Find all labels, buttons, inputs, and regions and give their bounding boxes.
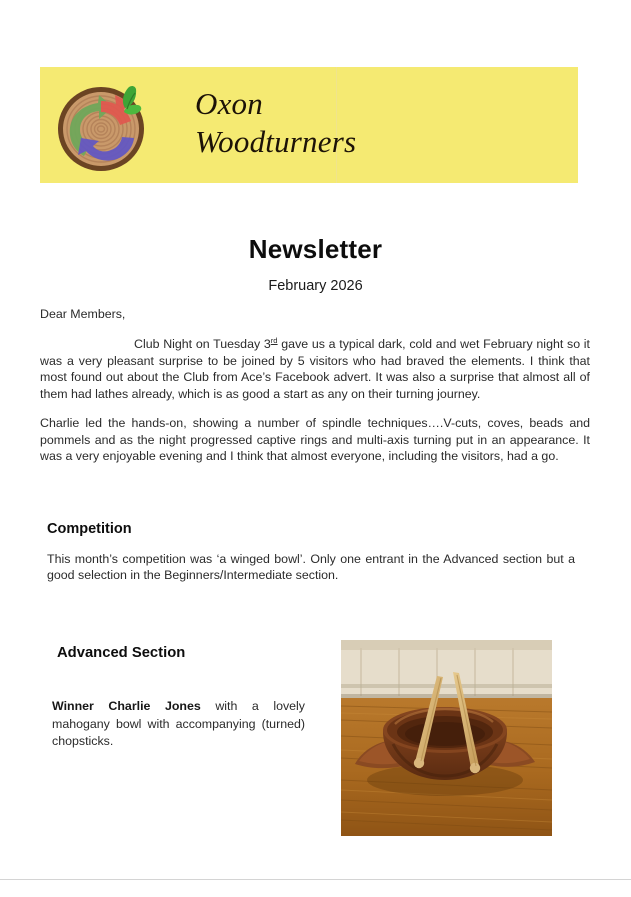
paragraph-club-night-pre: Club Night on Tuesday 3 [134,337,271,352]
paragraph-club-night-post: gave us a typical dark, cold and wet February night so it was a very pleasant surprise to be joined by 5 visitors who had braved the elements. I think that most found out about the Club from Ace’s Facebook advert. It was also a surprise that almost all of them had lathes already, which is as good a start as any on their turning journey. [40,337,590,401]
competition-text: This month’s competition was ‘a winged bowl’. Only one entrant in the Advanced section but a good selection in the Beginners/Intermediate section. [47,552,575,583]
footer-divider [0,879,631,880]
ordinal-suffix: rd [270,336,278,346]
winged-bowl-photo [341,640,552,836]
salutation: Dear Members, [40,307,126,321]
heading-competition: Competition [47,521,132,537]
paragraph-hands-on: Charlie led the hands-on, showing a number of spindle techniques….V-cuts, coves, beads and pommels and as the night progressed captive rings and multi-axis turning put in an appearance. It was a very enjoyable evening and I think that almost everyone, including the visitors, had a go. [40,416,590,463]
letter-body [40,306,590,464]
wordmark-line-1: Oxon [195,86,263,121]
tree-rings-recycle-logo-icon [57,81,153,173]
heading-advanced-section: Advanced Section [57,645,186,661]
advanced-winner-description: with a lovely mahogany bowl with accompanying (turned) chopsticks. [52,699,305,748]
header-banner [40,67,578,183]
issue-date: February 2026 [268,278,363,294]
advanced-section-body [52,698,305,751]
page-title: Newsletter [248,234,383,264]
paragraph-club-night [40,333,590,402]
advanced-winner-text [52,698,305,751]
logo-wordmark [195,85,395,162]
competition-body [47,551,575,584]
wordmark-line-2: Woodturners [195,124,357,160]
advanced-winner-name: Winner Charlie Jones [52,699,201,713]
